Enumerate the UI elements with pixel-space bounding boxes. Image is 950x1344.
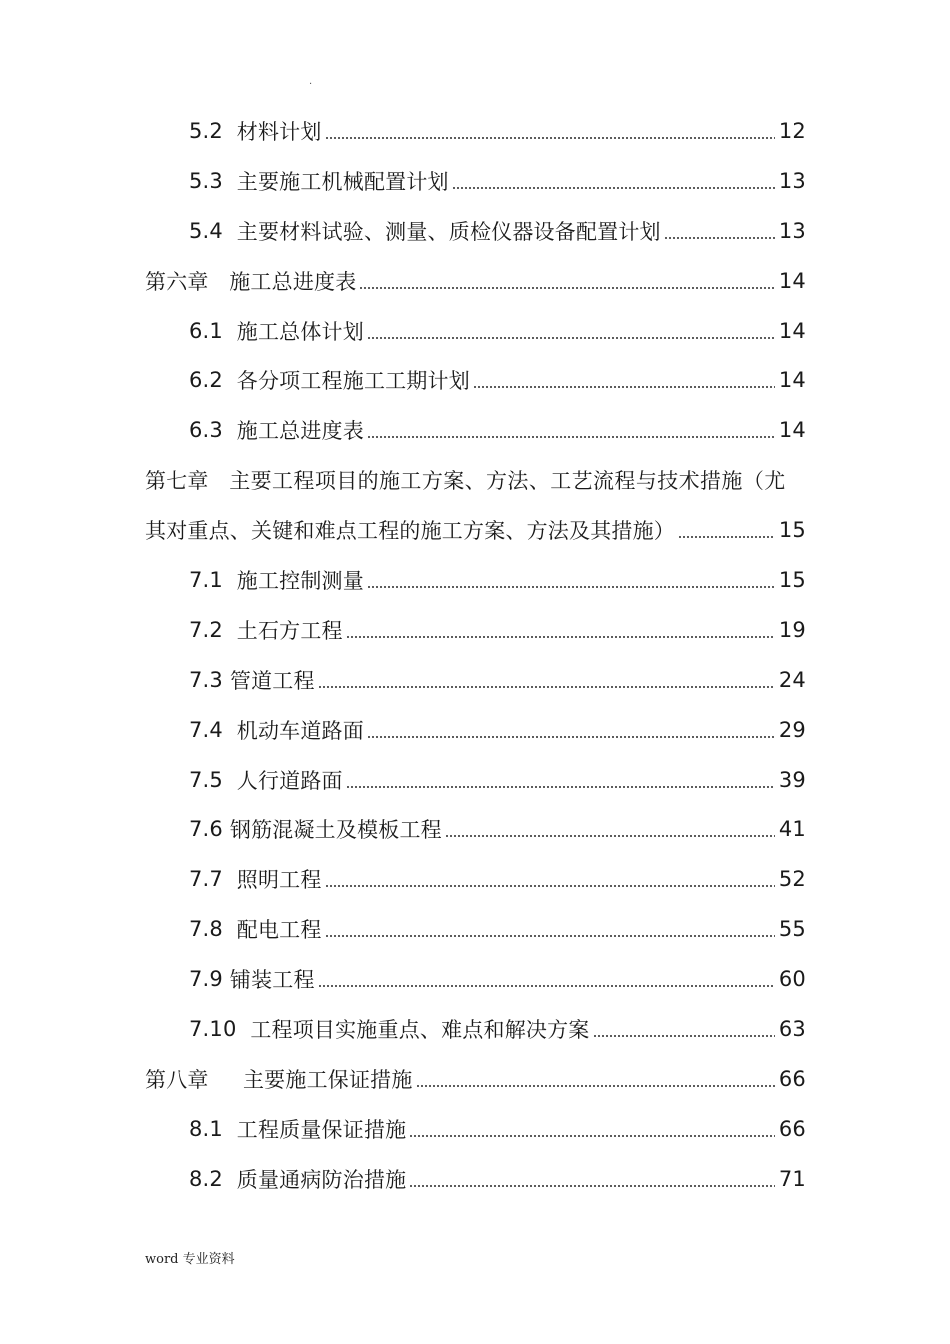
- toc-entry[interactable]: [0, 1104, 950, 1154]
- toc-page-number: 15: [778, 518, 806, 543]
- toc-dot-leader: [409, 1135, 775, 1137]
- toc-page-number: 14: [778, 268, 806, 293]
- toc-entry-title: 配电工程: [236, 918, 322, 943]
- toc-entry-title: 材料计划: [236, 119, 322, 144]
- toc-entry[interactable]: [0, 1054, 950, 1104]
- toc-entry[interactable]: [0, 1154, 950, 1204]
- toc-page-number: 13: [778, 218, 806, 243]
- toc-entry-title: 铺装工程: [229, 968, 315, 993]
- toc-entry-title: 施工总进度表: [229, 269, 357, 294]
- toc-dot-leader: [409, 1185, 775, 1187]
- toc-page-number: 66: [778, 1116, 806, 1141]
- toc-dot-leader: [664, 237, 775, 239]
- toc-entry-number: 6.1: [189, 318, 237, 343]
- toc-dot-leader: [473, 386, 775, 388]
- toc-entry[interactable]: [0, 655, 950, 705]
- toc-entry-title: 照明工程: [236, 868, 322, 893]
- toc-entry[interactable]: [0, 755, 950, 805]
- toc-page-number: 19: [778, 617, 806, 642]
- toc-entry[interactable]: [0, 405, 950, 455]
- toc-page-number: 41: [778, 817, 806, 842]
- toc-entry-title: 质量通病防治措施: [236, 1167, 407, 1192]
- toc-page-number: 60: [778, 967, 806, 992]
- toc-dot-leader: [593, 1035, 775, 1037]
- toc-entry-title: 主要材料试验、测量、质检仪器设备配置计划: [236, 219, 661, 244]
- toc-entry-number: 5.4: [189, 218, 237, 243]
- toc-entry-number: 7.10: [189, 1016, 251, 1041]
- toc-dot-leader: [445, 835, 775, 837]
- toc-dot-leader: [367, 337, 775, 339]
- toc-entry-title: 施工总进度表: [236, 419, 364, 444]
- toc-dot-leader: [367, 436, 775, 438]
- toc-entry[interactable]: [0, 505, 950, 555]
- toc-entry-number: 6.2: [189, 368, 237, 393]
- toc-entry[interactable]: [0, 854, 950, 904]
- toc-entry[interactable]: [0, 555, 950, 605]
- toc-entry[interactable]: [0, 256, 950, 306]
- toc-entry-number: 7.3: [189, 667, 230, 692]
- toc-entry-title: 各分项工程施工工期计划: [236, 369, 470, 394]
- toc-entry-title: 主要工程项目的施工方案、方法、工艺流程与技术措施（尤: [229, 469, 786, 494]
- toc-dot-leader: [346, 636, 775, 638]
- toc-entry-title: 管道工程: [229, 668, 315, 693]
- toc-dot-leader: [416, 1085, 775, 1087]
- toc-entry-title: 主要施工保证措施: [242, 1067, 413, 1092]
- toc-entry[interactable]: [0, 1004, 950, 1054]
- toc-entry-title: 工程质量保证措施: [236, 1117, 407, 1142]
- toc-entry-number: 5.2: [189, 118, 237, 143]
- toc-page-number: 14: [778, 368, 806, 393]
- toc-entry-number: 8.1: [189, 1116, 237, 1141]
- toc-dot-leader: [359, 287, 775, 289]
- toc-entry-number: 第七章: [145, 469, 230, 494]
- toc-page-number: 24: [778, 667, 806, 692]
- toc-entry-number: 7.7: [189, 867, 237, 892]
- toc-dot-leader: [325, 935, 775, 937]
- toc-entry[interactable]: [0, 206, 950, 256]
- toc-entry-number: 6.3: [189, 418, 237, 443]
- toc-entry[interactable]: [0, 804, 950, 854]
- toc-dot-leader: [367, 586, 775, 588]
- toc-entry-number: 8.2: [189, 1166, 237, 1191]
- toc-entry-number: 第八章: [145, 1067, 243, 1092]
- table-of-contents: [0, 106, 950, 1204]
- toc-entry-number: 7.6: [189, 817, 230, 842]
- toc-page-number: 14: [778, 418, 806, 443]
- toc-entry-title: 施工总体计划: [236, 319, 364, 344]
- toc-page-number: 12: [778, 118, 806, 143]
- toc-entry-number: 7.9: [189, 967, 230, 992]
- toc-dot-leader: [325, 137, 775, 139]
- toc-entry[interactable]: [0, 306, 950, 356]
- toc-page-number: 39: [778, 767, 806, 792]
- toc-entry-title: 主要施工机械配置计划: [236, 169, 449, 194]
- toc-dot-leader: [318, 686, 775, 688]
- toc-entry[interactable]: [0, 954, 950, 1004]
- toc-entry-title: 人行道路面: [236, 768, 343, 793]
- toc-entry-number: 7.1: [189, 567, 237, 592]
- page-footer: word 专业资料: [145, 1252, 235, 1267]
- toc-entry-number: 5.3: [189, 168, 237, 193]
- toc-page-number: 15: [778, 567, 806, 592]
- toc-entry[interactable]: [0, 605, 950, 655]
- toc-entry[interactable]: [0, 106, 950, 156]
- toc-entry-number: 第六章: [145, 269, 230, 294]
- toc-entry-number: 7.4: [189, 717, 237, 742]
- toc-page-number: 29: [778, 717, 806, 742]
- toc-page-number: 55: [778, 917, 806, 942]
- header-mark: .: [309, 76, 313, 87]
- toc-dot-leader: [452, 187, 775, 189]
- toc-entry[interactable]: [0, 705, 950, 755]
- toc-entry-title: 机动车道路面: [236, 718, 364, 743]
- toc-page-number: 14: [778, 318, 806, 343]
- toc-entry-number: 7.8: [189, 917, 237, 942]
- toc-entry-number: 7.5: [189, 767, 237, 792]
- toc-dot-leader: [367, 736, 775, 738]
- toc-page-number: 71: [778, 1166, 806, 1191]
- toc-dot-leader: [678, 536, 775, 538]
- toc-entry-title: 施工控制测量: [236, 568, 364, 593]
- toc-entry[interactable]: [0, 455, 950, 505]
- toc-page-number: 13: [778, 168, 806, 193]
- toc-entry-title: 工程项目实施重点、难点和解决方案: [250, 1017, 590, 1042]
- toc-entry-title: 钢筋混凝土及模板工程: [229, 818, 442, 843]
- toc-page-number: 63: [778, 1016, 806, 1041]
- toc-page-number: 66: [778, 1066, 806, 1091]
- toc-dot-leader: [346, 786, 775, 788]
- toc-entry[interactable]: [0, 156, 950, 206]
- toc-dot-leader: [318, 985, 775, 987]
- toc-page-number: 52: [778, 867, 806, 892]
- toc-entry-title: 其对重点、关键和难点工程的施工方案、方法及其措施）: [145, 519, 675, 544]
- toc-entry[interactable]: [0, 355, 950, 405]
- toc-entry[interactable]: [0, 904, 950, 954]
- toc-entry-number: 7.2: [189, 617, 237, 642]
- toc-entry-title: 土石方工程: [236, 618, 343, 643]
- toc-dot-leader: [325, 885, 775, 887]
